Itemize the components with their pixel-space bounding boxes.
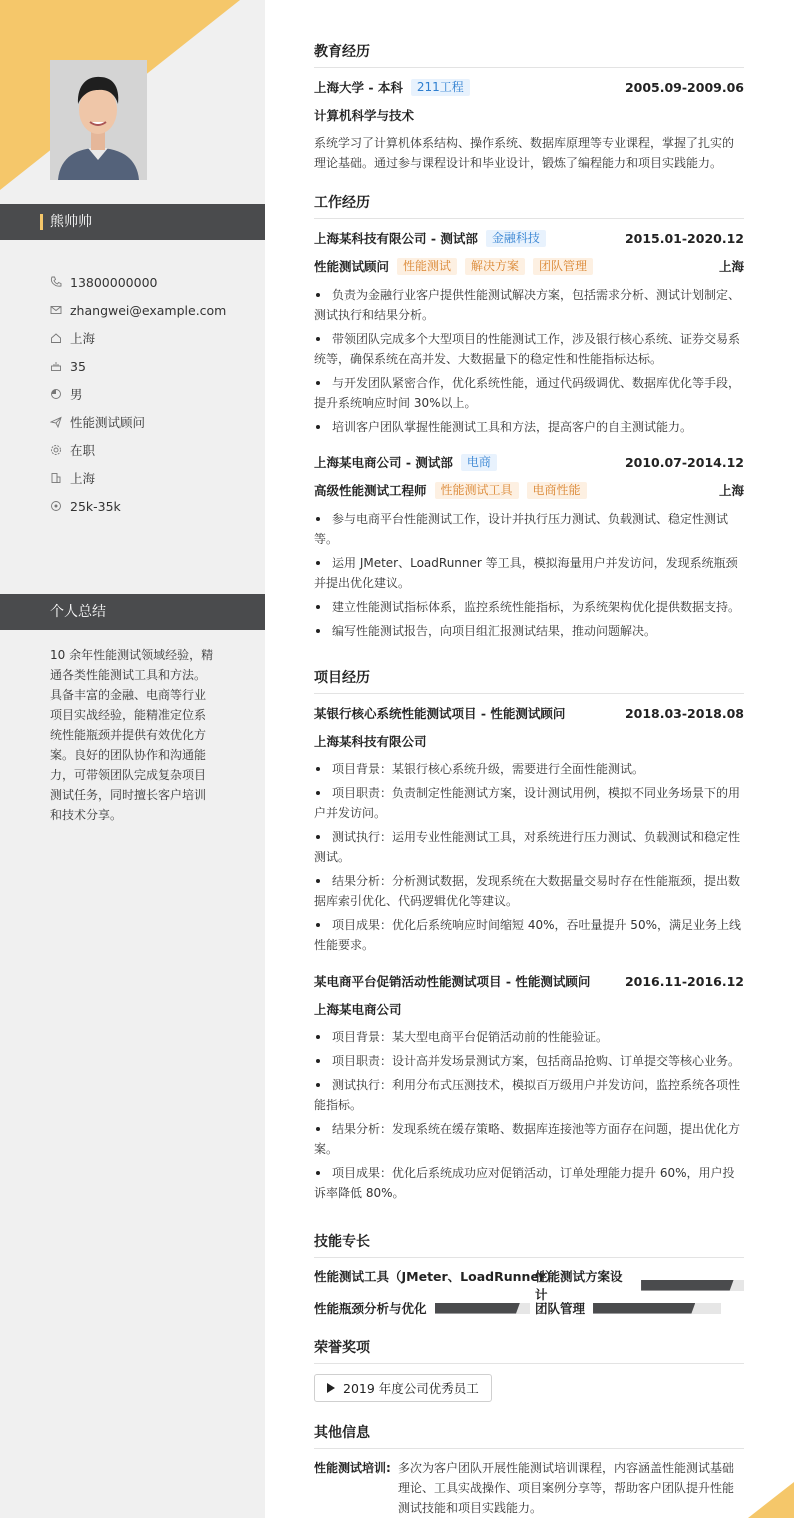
project-header — [314, 704, 744, 722]
project-header — [314, 972, 744, 990]
job-period: 2010.07-2014.12 — [624, 454, 744, 470]
list-item: 培训客户团队掌握性能测试工具和方法，提高客户的自主测试能力。 — [314, 417, 744, 437]
list-item: 项目职责：负责制定性能测试方案，设计测试用例，模拟不同业务场景下的用户并发访问。 — [314, 783, 744, 823]
skill-name: 性能测试方案设计 — [535, 1269, 623, 1302]
section-title-education: 教育经历 — [314, 41, 744, 68]
skill-level-bar — [593, 1303, 721, 1314]
summary-band — [0, 594, 265, 630]
section-title-awards: 荣誉奖项 — [314, 1337, 744, 1364]
role-tag: 团队管理 — [533, 258, 593, 275]
info-item-status: 在职 — [50, 436, 250, 464]
list-item: 结果分析：发现系统在缓存策略、数据库连接池等方面存在问题，提出优化方案。 — [314, 1119, 744, 1159]
role-tag: 性能测试工具 — [435, 482, 519, 499]
job-city: 上海 — [718, 483, 744, 498]
list-item: 项目背景：某大型电商平台促销活动前的性能验证。 — [314, 1027, 744, 1047]
section-title-projects: 项目经历 — [314, 667, 744, 694]
skill-name: 团队管理 — [535, 1301, 586, 1316]
summary-title: 个人总结 — [50, 604, 106, 620]
job-tag: 电商 — [461, 454, 497, 471]
skill-level-fill — [641, 1280, 734, 1291]
info-item-age: 35 — [50, 352, 250, 380]
list-item: 项目职责：设计高并发场景测试方案，包括商品抢购、订单提交等核心业务。 — [314, 1051, 744, 1071]
skill-level-bar — [435, 1303, 530, 1314]
job-tag: 金融科技 — [486, 230, 546, 247]
play-icon — [327, 1383, 335, 1393]
list-item: 编写性能测试报告，向项目组汇报测试结果，推动问题解决。 — [314, 621, 744, 641]
send-icon — [50, 416, 62, 428]
list-item: 项目成果：优化后系统成功应对促销活动，订单处理能力提升 60%，用户投诉率降低 80%。 — [314, 1163, 744, 1203]
school-tag: 211工程 — [411, 79, 470, 96]
list-item: 参与电商平台性能测试工作，设计并执行压力测试、负载测试、稳定性测试等。 — [314, 509, 744, 549]
info-item-salary: 25k-35k — [50, 492, 250, 520]
job-header — [314, 453, 744, 471]
corner-decoration — [748, 1482, 794, 1518]
phone-icon — [50, 276, 62, 288]
skill-item — [535, 1299, 721, 1317]
job-bullets — [314, 285, 744, 441]
education-major-row — [314, 106, 744, 124]
role-tag: 解决方案 — [465, 258, 525, 275]
job-header — [314, 229, 744, 247]
role-tag: 电商性能 — [527, 482, 587, 499]
skill-level-fill — [435, 1303, 521, 1314]
list-item: 项目成果：优化后系统响应时间缩短 40%，吞吐量提升 50%，满足业务上线性能要求。 — [314, 915, 744, 955]
skill-level-bar — [641, 1280, 744, 1291]
list-item: 测试执行：运用专业性能测试工具，对系统进行压力测试、负载测试和稳定性测试。 — [314, 827, 744, 867]
award-text: 2019 年度公司优秀员工 — [343, 1381, 479, 1396]
project-company: 上海某科技有限公司 — [314, 734, 427, 749]
education-desc: 系统学习了计算机体系结构、操作系统、数据库原理等专业课程，掌握了扎实的理论基础。通过参与课程设计和毕业设计，锻炼了编程能力和项目实践能力。 — [314, 136, 735, 170]
project-company-row — [314, 732, 744, 750]
section-title-work: 工作经历 — [314, 192, 744, 219]
skill-name: 性能测试工具（JMeter、LoadRunner） — [314, 1269, 558, 1284]
job-role-row — [314, 481, 744, 499]
list-item: 与开发团队紧密合作，优化系统性能，通过代码级调优、数据库优化等手段，提升系统响应时间 30%以上。 — [314, 373, 744, 413]
list-item: 负责为金融行业客户提供性能测试解决方案，包括需求分析、测试计划制定、测试执行和结果分析。 — [314, 285, 744, 325]
info-item-location: 上海 — [50, 324, 250, 352]
list-item: 建立性能测试指标体系，监控系统性能指标，为系统架构优化提供数据支持。 — [314, 597, 744, 617]
other-info-key: 性能测试培训: — [314, 1461, 391, 1475]
list-item: 测试执行：利用分布式压测技术，模拟百万级用户并发访问，监控系统各项性能指标。 — [314, 1075, 744, 1115]
info-item-position: 性能测试顾问 — [50, 408, 250, 436]
education-major: 计算机科学与技术 — [314, 108, 415, 123]
award-badge — [314, 1374, 492, 1402]
other-info-item — [314, 1458, 744, 1518]
candidate-name: 熊帅帅 — [50, 214, 92, 230]
section-title-skills: 技能专长 — [314, 1231, 744, 1258]
job-company: 上海某电商公司 - 测试部 — [314, 455, 453, 470]
cake-icon — [50, 360, 62, 372]
summary-text: 10 余年性能测试领域经验，精通各类性能测试工具和方法。具备丰富的金融、电商等行业项目实战经验，能精准定位系统性能瓶颈并提供有效优化方案。良好的团队协作和沟通能力，可带领团队完成复杂项目测试任务，同时擅长客户培训和技术分享。 — [50, 648, 214, 822]
project-bullets — [314, 1027, 744, 1207]
section-title-other: 其他信息 — [314, 1422, 744, 1449]
project-period: 2016.11-2016.12 — [624, 973, 744, 989]
salary-icon — [50, 500, 62, 512]
building-icon — [50, 472, 62, 484]
job-company: 上海某科技有限公司 - 测试部 — [314, 231, 478, 246]
project-company-row — [314, 1000, 744, 1018]
skill-level-fill — [593, 1303, 695, 1314]
gender-icon — [50, 388, 62, 400]
accent-bar — [40, 214, 43, 230]
list-item: 项目背景：某银行核心系统升级，需要进行全面性能测试。 — [314, 759, 744, 779]
contact-info-list — [50, 268, 250, 520]
project-bullets — [314, 759, 744, 959]
status-icon — [50, 444, 62, 456]
other-info-value: 多次为客户团队开展性能测试培训课程，内容涵盖性能测试基础理论、工具实战操作、项目案例分享等，帮助客户团队提升性能测试技能和项目实践能力。 — [398, 1461, 735, 1515]
project-period: 2018.03-2018.08 — [624, 705, 744, 721]
skill-item — [535, 1267, 744, 1303]
list-item: 运用 JMeter、LoadRunner 等工具，模拟海量用户并发访问，发现系统瓶颈并提出优化建议。 — [314, 553, 744, 593]
info-item-city: 上海 — [50, 464, 250, 492]
job-role: 高级性能测试工程师 — [314, 483, 427, 498]
skill-name: 性能瓶颈分析与优化 — [314, 1301, 427, 1316]
job-period: 2015.01-2020.12 — [624, 230, 744, 246]
project-company: 上海某电商公司 — [314, 1002, 402, 1017]
skill-item — [314, 1267, 558, 1285]
info-item-email: zhangwei@example.com — [50, 296, 250, 324]
education-header — [314, 78, 744, 96]
info-item-phone: 13800000000 — [50, 268, 250, 296]
school-name: 上海大学 - 本科 — [314, 80, 403, 95]
info-item-gender: 男 — [50, 380, 250, 408]
education-period: 2005.09-2009.06 — [624, 79, 744, 95]
job-bullets — [314, 509, 744, 645]
list-item: 结果分析：分析测试数据，发现系统在大数据量交易时存在性能瓶颈，提出数据库索引优化、代码逻辑优化等建议。 — [314, 871, 744, 911]
role-tag: 性能测试 — [397, 258, 457, 275]
job-role: 性能测试顾问 — [314, 259, 390, 274]
project-name: 某电商平台促销活动性能测试项目 - 性能测试顾问 — [314, 974, 591, 989]
avatar-portrait — [50, 60, 147, 180]
home-icon — [50, 332, 62, 344]
job-city: 上海 — [718, 259, 744, 274]
project-name: 某银行核心系统性能测试项目 - 性能测试顾问 — [314, 706, 566, 721]
name-band — [0, 204, 265, 240]
list-item: 带领团队完成多个大型项目的性能测试工作，涉及银行核心系统、证券交易系统等，确保系统在高并发、大数据量下的稳定性和性能指标达标。 — [314, 329, 744, 369]
sidebar — [0, 0, 265, 1518]
mail-icon — [50, 304, 62, 316]
job-role-row — [314, 257, 744, 275]
avatar — [50, 60, 147, 180]
skill-item — [314, 1299, 530, 1317]
